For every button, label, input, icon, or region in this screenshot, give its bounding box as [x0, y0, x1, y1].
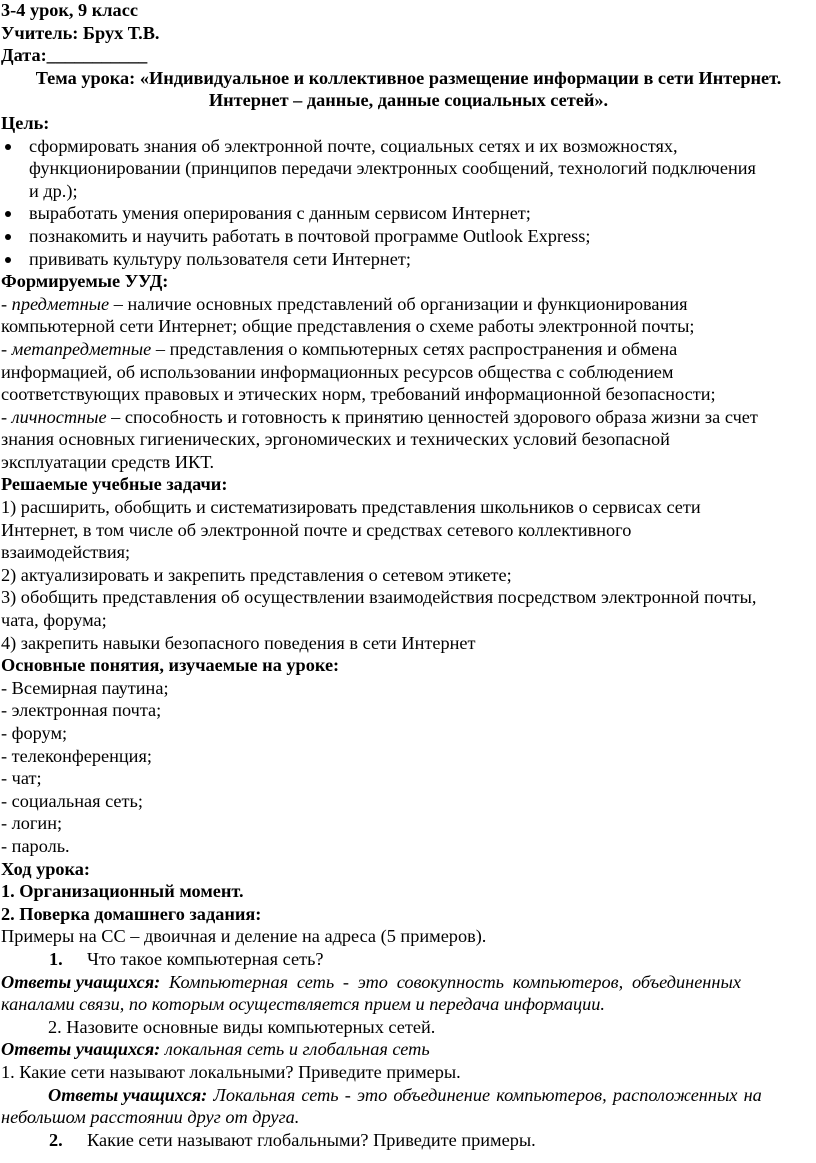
- uud-personal-text: – способность и готовность к принятию ценностей здорового образа жизни за счет: [106, 406, 758, 427]
- bullet-icon: [5, 211, 11, 217]
- question-4-number: 2.: [49, 1129, 63, 1150]
- uud-meta: - метапредметные – представления о компьютерных сетях распространения и обмена: [1, 338, 678, 359]
- tasks-heading: Решаемые учебные задачи:: [1, 474, 228, 495]
- teacher-name: Учитель: Брух Т.В.: [1, 22, 160, 43]
- lesson-number: 3-4 урок, 9 класс: [1, 0, 138, 20]
- task-line: 2) актуализировать и закрепить представления о сетевом этикете;: [1, 564, 512, 585]
- uud-subject-text: – наличие основных представлений об организации и функционирования: [109, 293, 688, 314]
- concept-item: - телеконференция;: [1, 745, 152, 766]
- bullet-icon: [5, 234, 11, 240]
- question-1: [1, 948, 816, 971]
- concept-item: - электронная почта;: [1, 700, 162, 721]
- concept-item: - пароль.: [1, 835, 70, 856]
- concept-item: - Всемирная паутина;: [1, 677, 169, 698]
- lesson-topic: [1, 67, 816, 112]
- uud-personal-term: личностные: [11, 406, 107, 427]
- examples-line: Примеры на СС – двоичная и деление на адреса (5 примеров).: [1, 926, 487, 947]
- answer-label: Ответы учащихся:: [48, 1084, 208, 1105]
- answer-2: [1, 1038, 816, 1061]
- task-line: Интернет, в том числе об электронной почте и средствах сетевого коллективного: [1, 519, 632, 540]
- answer-label: Ответы учащихся:: [1, 1039, 161, 1060]
- bullet-icon: [5, 257, 11, 263]
- task-line: чата, форума;: [1, 610, 107, 631]
- goal-item-line: познакомить и научить работать в почтовой программе Outlook Express;: [29, 225, 591, 246]
- uud-meta-term: метапредметные: [11, 338, 152, 359]
- goal-item-line: и др.);: [29, 180, 78, 201]
- date-field: Дата:___________: [1, 45, 148, 66]
- goal-item-line: функционировании (принципов передачи электронных сообщений, технологий подключения: [29, 158, 756, 179]
- answer-3: [1, 1084, 816, 1107]
- answer-3-text: Локальная сеть - это объединение компьютеров, расположенных на: [207, 1084, 762, 1105]
- goal-list: [1, 135, 816, 271]
- task-line: 4) закрепить навыки безопасного поведения в сети Интернет: [1, 632, 476, 653]
- uud-personal-line: эксплуатации средств ИКТ.: [1, 451, 215, 472]
- question-4-text: Какие сети называют глобальными? Приведите примеры.: [87, 1129, 536, 1150]
- uud-meta-text: – представления о компьютерных сетях распространения и обмена: [151, 338, 678, 359]
- answer-3-line: небольшом расстоянии друг от друга.: [1, 1107, 300, 1128]
- task-line: 3) обобщить представления об осуществлении взаимодействия посредством электронной почты,: [1, 587, 757, 608]
- concept-item: - форум;: [1, 723, 68, 743]
- goal-item: [1, 225, 816, 248]
- uud-personal: - личностные – способность и готовность к принятию ценностей здорового образа жизни за счет: [1, 406, 758, 427]
- answer-1: [1, 971, 816, 994]
- question-3: 1. Какие сети называют локальными? Приведите примеры.: [1, 1061, 461, 1082]
- course-heading: Ход урока:: [1, 858, 91, 879]
- question-4: [1, 1129, 816, 1152]
- uud-heading: Формируемые УУД:: [1, 271, 169, 292]
- uud-meta-line: информацией, об использовании информационных ресурсов общества с соблюдением: [1, 361, 674, 382]
- concepts-heading: Основные понятия, изучаемые на уроке:: [1, 655, 340, 676]
- goal-item: [1, 248, 816, 271]
- answer-1-text: Компьютерная сеть - это совокупность компьютеров, объединенных: [160, 971, 741, 992]
- task-line: взаимодействия;: [1, 542, 131, 563]
- topic-line-2: Интернет – данные, данные социальных сетей».: [208, 90, 609, 111]
- question-1-number: 1.: [49, 948, 63, 969]
- course-step-1: 1. Организационный момент.: [1, 881, 244, 902]
- concept-item: - логин;: [1, 813, 63, 834]
- uud-meta-line: соответствующих правовых и этических норм, требований информационной безопасности;: [1, 384, 716, 405]
- topic-line-1: Тема урока: «Индивидуальное и коллективное размещение информации в сети Интернет.: [35, 67, 782, 88]
- course-step-2: 2. Поверка домашнего задания:: [1, 903, 262, 924]
- goal-item-line: сформировать знания об электронной почте, социальных сетях и их возможностях,: [29, 135, 678, 156]
- uud-subject-term: предметные: [11, 293, 110, 314]
- goal-heading: Цель:: [1, 112, 50, 133]
- goal-item: [1, 202, 816, 225]
- concept-item: - чат;: [1, 768, 42, 789]
- question-1-text: Что такое компьютерная сеть?: [87, 948, 324, 969]
- uud-subject: - предметные – наличие основных представлений об организации и функционирования: [1, 293, 688, 314]
- answer-label: Ответы учащихся:: [1, 971, 161, 992]
- answer-1-line: каналами связи, по которым осуществляется прием и передача информации.: [1, 994, 605, 1015]
- bullet-icon: [5, 144, 11, 150]
- uud-personal-line: знания основных гигиенических, эргономических и технических условий безопасной: [1, 429, 670, 450]
- concept-item: - социальная сеть;: [1, 790, 143, 811]
- task-line: 1) расширить, обобщить и систематизировать представления школьников о сервисах сети: [1, 497, 701, 518]
- answer-2-text: локальная сеть и глобальная сеть: [160, 1039, 430, 1060]
- uud-subject-line: компьютерной сети Интернет; общие представления о схеме работы электронной почты;: [1, 316, 695, 337]
- goal-item-line: выработать умения оперирования с данным сервисом Интернет;: [29, 203, 531, 224]
- question-2: 2. Назовите основные виды компьютерных сетей.: [48, 1016, 436, 1037]
- goal-item-line: прививать культуру пользователя сети Интернет;: [29, 248, 411, 269]
- goal-item: [1, 135, 816, 203]
